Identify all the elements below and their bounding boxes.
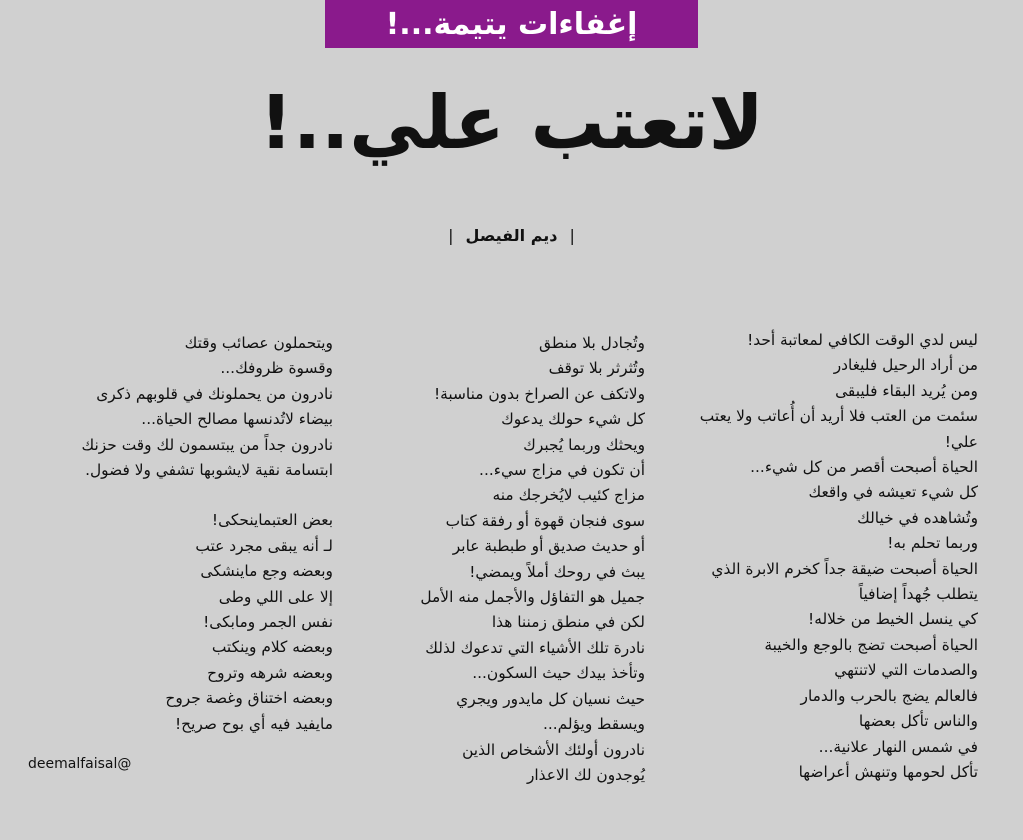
section-banner: إغفاءات يتيمة...!	[325, 0, 698, 48]
author-handle: deemalfaisal@	[28, 756, 132, 772]
poem-line: سوى فنجان قهوة أو رفقة كتاب	[445, 511, 645, 530]
poem-line: يُوجدون لك الاعذار	[526, 765, 645, 784]
poem-line: كل شيء تعيشه في واقعك	[808, 483, 978, 502]
poem-line: نادرون من يحملونك في قلوبهم ذكرى	[96, 384, 333, 403]
byline-divider: |	[448, 226, 454, 245]
poem-line: كل شيء حولك يدعوك	[501, 410, 645, 429]
poem-line: تأكل لحومها وتنهش أعراضها	[798, 762, 978, 781]
poem-line: نادرة تلك الأشياء التي تدعوك لذلك	[425, 638, 645, 657]
poem-line: يتطلب جُهداً إضافياً	[858, 585, 978, 604]
column-left	[82, 331, 333, 737]
poem-line: وتُجادل بلا منطق	[539, 334, 645, 352]
article-title: لاتعتب علي..!	[259, 80, 764, 166]
poem-line: في شمس النهار علانية...	[818, 737, 978, 756]
poem-line: ويحثك وربما يُجبرك	[523, 435, 645, 454]
poem-line: وتُشاهده في خيالك	[857, 508, 978, 527]
poem-line: فالعالم يضج بالحرب والدمار	[800, 686, 978, 705]
poem-line: بيضاء لاتُدنسها مصالح الحياة...	[141, 410, 333, 429]
poem-line: وبعضه كلام وينكتب	[211, 638, 333, 657]
poem-line: حيث نسيان كل مايدور ويجري	[456, 689, 645, 708]
poem-line: وبعضه اختناق وغصة جروح	[165, 689, 333, 708]
author-name: ديم الفيصل	[465, 226, 558, 245]
poem-line: وربما تحلم به!	[887, 534, 978, 553]
poem-line: إلا على اللي وطى	[218, 587, 333, 606]
poem-line: وقسوة ظروفك...	[220, 359, 333, 378]
poem-line: الحياة أصبحت تضج بالوجع والخيبة	[764, 635, 978, 654]
poem-line: نفس الجمر ومابكى!	[203, 613, 333, 632]
poem-line: كي ينسل الخيط من خلاله!	[808, 610, 978, 629]
poem-line: ولاتكف عن الصراخ بدون مناسبة!	[433, 384, 645, 403]
poem-line: من أراد الرحيل فليغادر	[833, 356, 978, 375]
poem-line: ومن يُريد البقاء فليبقى	[835, 381, 978, 400]
poem-line: بعض العتبماينحكى!	[211, 511, 333, 530]
poem-line: وتُثرثر بلا توقف	[548, 359, 645, 378]
poem-line: والصدمات التي لاتنتهي	[834, 661, 978, 680]
column-right	[700, 328, 978, 785]
poem-line: مزاج كئيب لايُخرجك منه	[492, 486, 645, 505]
poem-line: ابتسامة نقية لايشوبها تشفي ولا فضول.	[85, 461, 333, 480]
poem-line: علي!	[944, 432, 978, 451]
poem-line: أو حديث صديق أو طبطبة عابر	[452, 537, 645, 556]
poem-line: ليس لدي الوقت الكافي لمعاتبة أحد!	[747, 331, 978, 349]
byline-divider: |	[569, 226, 575, 245]
poem-line: لـ أنه يبقى مجرد عتب	[195, 536, 333, 555]
byline	[0, 226, 1023, 245]
poem-line: لكن في منطق زمننا هذا	[491, 613, 645, 632]
poem-line: وتأخذ بيدك حيث السكون...	[472, 664, 645, 683]
column-middle	[420, 331, 645, 788]
poem-line: نادرون جداً من يبتسمون لك وقت حزنك	[81, 435, 333, 454]
poem-line: ويسقط ويؤلم...	[542, 715, 645, 734]
poem-line: وبعضه وجع ماينشكى	[200, 562, 333, 581]
poem-line: سئمت من العتب فلا أريد أن أُعاتب ولا يعتب	[699, 407, 978, 426]
poem-line: الحياة أصبحت ضيقة جداً كخرم الابرة الذي	[711, 559, 978, 578]
poem-line: يبث في روحك أملاً ويمضي!	[469, 562, 645, 581]
poem-line: والناس تأكل بعضها	[858, 712, 978, 731]
poem-line: وبعضه شرهه وتروح	[207, 663, 333, 682]
poem-line: ويتحملون عصائب وقتك	[184, 334, 333, 352]
poem-line: جميل هو التفاؤل والأجمل منه الأمل	[420, 588, 645, 607]
poem-line: الحياة أصبحت أقصر من كل شيء...	[750, 458, 978, 477]
poem-line: نادرون أولئك الأشخاص الذين	[462, 740, 645, 759]
poem-line: أن تكون في مزاج سيء...	[479, 461, 645, 480]
poem-line: مايفيد فيه أي بوح صريح!	[175, 714, 333, 733]
stanza-gap	[82, 483, 333, 508]
